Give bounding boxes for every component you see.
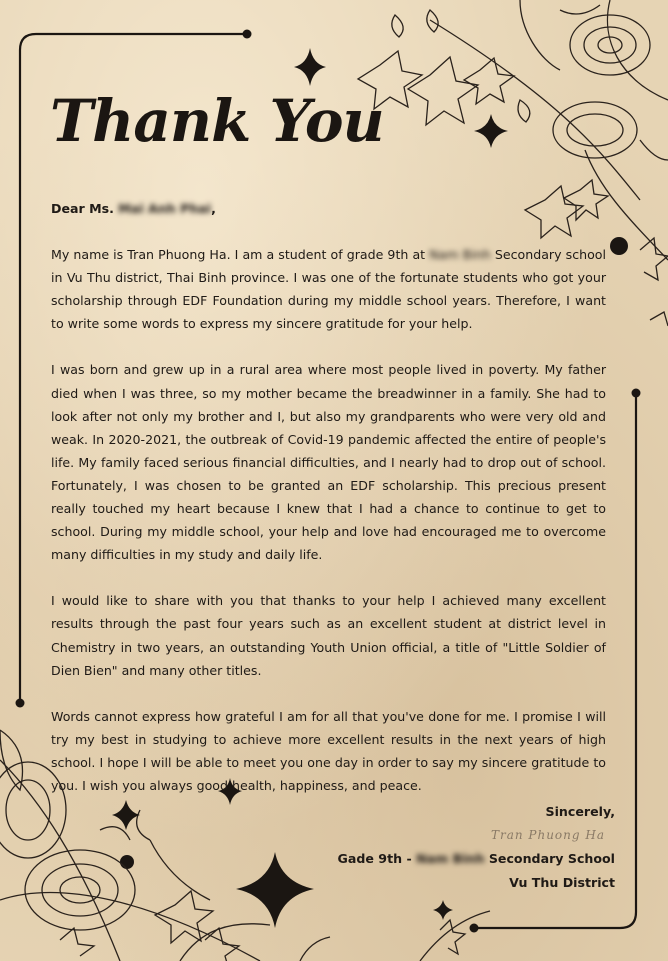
frame-dot bbox=[632, 389, 641, 398]
greeting bbox=[51, 197, 606, 220]
intro-text-end: Secondary school in Vu Thu district, Thai Binh province. I was one of the fortunate students who got your scholarship through EDF Foundation during my middle school years. Therefore, I want to write some words to express my sincere gratitude for your help. bbox=[51, 247, 607, 332]
frame-dot bbox=[16, 699, 25, 708]
greeting-suffix: , bbox=[211, 201, 216, 216]
sparkle-star-icon bbox=[474, 114, 508, 148]
frame-dot bbox=[470, 924, 479, 933]
closing-sincerely: Sincerely, bbox=[545, 804, 615, 819]
school-name-redacted: Nam Binh bbox=[429, 247, 491, 263]
closing-block bbox=[338, 800, 615, 895]
sparkle-star-icon bbox=[433, 900, 453, 920]
greeting-prefix: Dear Ms. bbox=[51, 201, 114, 216]
signature: Tran Phuong Ha bbox=[490, 828, 605, 842]
closing-school-name: Nam Binh bbox=[416, 851, 485, 866]
closing-district: Vu Thu District bbox=[509, 875, 615, 890]
sparkle-star-icon bbox=[236, 852, 314, 928]
closing-school-line bbox=[338, 847, 615, 871]
frame-dot bbox=[243, 30, 252, 39]
berry-dot bbox=[610, 237, 628, 255]
recipient-name: Mai Anh Phai bbox=[118, 201, 212, 216]
paragraph-background: I was born and grew up in a rural area where most people lived in poverty. My father died when I was three, so my mother became the breadwinner in a family. She had to look after not only my brother and I, but also my grandparents who were very old and weak. In 2020-2021, the outbreak of Covid-19 pandemic affected the entire of people's life. My family faced serious financial difficulties, and I nearly had to drop out of school. Fortunately, I was chosen to be granted an EDF scholarship. This precious present really touched my heart because I knew that I had a chance to continue to get to school. During my middle school, your help and love had encouraged me to overcome many difficulties in my study and daily life. bbox=[51, 362, 606, 563]
letter-body bbox=[51, 197, 606, 797]
school-suffix: Secondary School bbox=[488, 851, 615, 866]
sparkle-star-icon bbox=[112, 800, 140, 830]
paragraph-intro bbox=[51, 243, 606, 335]
intro-text-start: My name is Tran Phuong Ha. I am a student of grade 9th at bbox=[51, 247, 426, 263]
page-title: Thank You bbox=[50, 87, 384, 155]
paragraph-gratitude: Words cannot express how grateful I am for all that you've done for me. I promise I will try my best in studying to achieve more excellent results in the next years of high school. I hope I will be able to meet you one day in order to say my sincere gratitude to you. I wish you always good health, happiness, and peace. bbox=[51, 708, 606, 793]
sparkle-star-icon bbox=[294, 48, 326, 86]
paragraph-achievements: I would like to share with you that thanks to your help I achieved many excellent results through the past four years such as an excellent student at district level in Chemistry in two years, an outstanding Youth Union official, a title of "Little Soldier of Dien Bien" and many other titles. bbox=[51, 593, 606, 678]
berry-dot bbox=[120, 855, 134, 869]
grade-prefix: Gade 9th - bbox=[337, 851, 412, 866]
